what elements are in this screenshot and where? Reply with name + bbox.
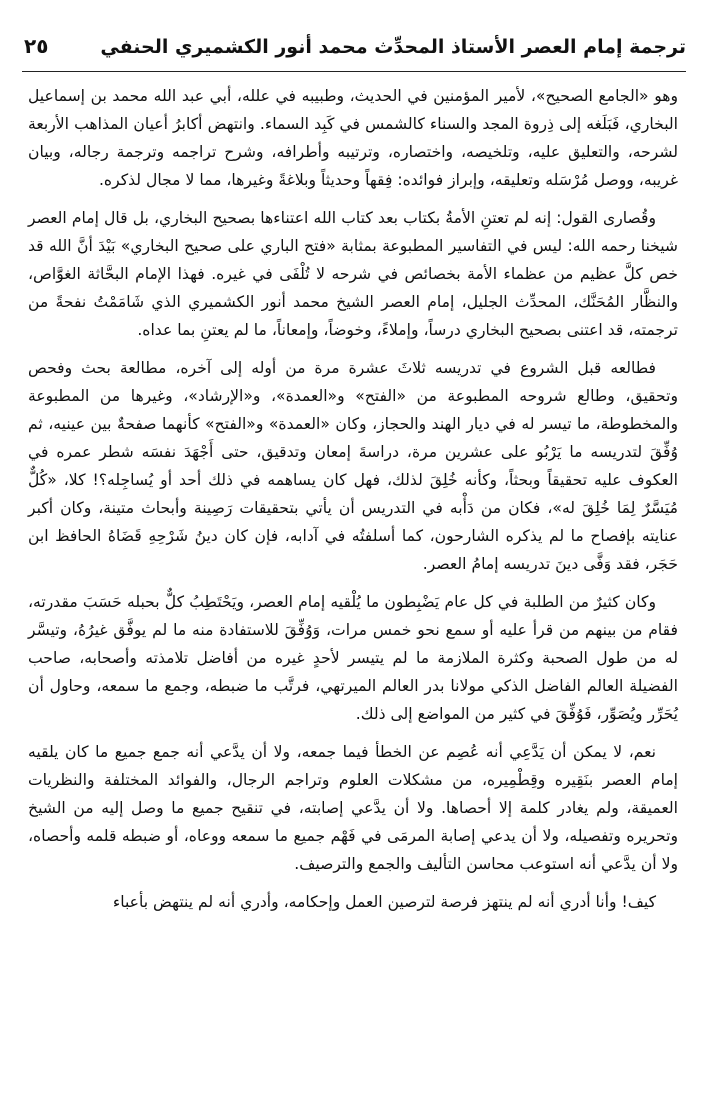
- paragraph: نعم، لا يمكن أن يَدَّعِي أنه عُصِم عن الخطأ فيما جمعه، ولا أن يدَّعي أنه جمع جميع ما كان يلقيه إمام العصر بنَقِيره وقِطْمِيره، من مشكلات العلوم وتراجم الرجال، والفوائد المختلفة والنظريات العميقة، ولم يغادر كلمة إلا أحصاها. ولا أن يدَّعي إصابته، في تنقيح جميع ما وصل إليه من الشيخ وتحريره وتفصيله، ولا أن يدعي إصابة المرمَى في فَهْم جميع ما سمعه ووعاه، أو ضبطه قلمه وأحصاه، ولا أن يدَّعي أنه استوعب محاسن التأليف والجمع والترصيف.: [28, 743, 678, 873]
- paragraph: وهو «الجامع الصحيح»، لأمير المؤمنين في الحديث، وطبيبه في علله، أبي عبد الله محمد بن إسماعيل البخاري، فَبَلَغه إلى ذِروة المجد والسناء كالشمس في كَبِد السماء. وانتهض أكابرُ أعيان المذاهب الأربعة لشرحه، والتعليق عليه، وتلخيصه، واختصاره، وترتيبه وأطرافه، وشرح تراجمه وترجمة رجاله، وبيان غريبه، ووصل مُرْسَله وتعليقه، وإبراز فوائده: فِقهاً وحديثاً وبلاغةً وغيرها، مما لا مجال لذكره.: [28, 87, 678, 189]
- page-number: ٢٥: [24, 34, 49, 58]
- paragraph: كيف! وأنا أدري أنه لم ينتهز فرصة لترصين العمل وإحكامه، وأدري أنه لم ينتهض بأعباء: [112, 893, 656, 911]
- page-header: [20, 30, 686, 66]
- running-title: ترجمة إمام العصر الأستاذ المحدِّث محمد أنور الكشميري الحنفي: [100, 36, 686, 58]
- header-rule: [22, 71, 686, 72]
- body-text: [28, 82, 678, 1080]
- paragraph: وكان كثيرٌ من الطلبة في كل عام يَضْبِطون ما يُلْقيه إمام العصر، ويَحْتَطِبُ كلٌّ بحبله حَسَبَ مقدرته، فقام من بينهم من قرأ عليه أو سمع نحو خمس مرات، وَوُفِّقَ للاستفادة منه ما لم يوفَّق غيرُهُ، وتيسَّر له من طول الصحبة وكثرة الملازمة ما لم يتيسر لأحدٍ غيره من أفاضل تلامذته وأصحابه، صاحب الفضيلة العالم الفاضل الذكي مولانا بدر العالم الميرتهي، فرتَّب ما ضبطه، وجمع ما سمعه، وحاول أن يُحَرِّر ويُصَوِّر، فَوُفِّقَ في كثير من المواضع إلى ذلك.: [28, 593, 678, 723]
- paragraph: وقُصارى القول: إنه لم تعتنِ الأمةُ بكتاب بعد كتاب الله اعتناءها بصحيح البخاري، بل قال إمام العصر شيخنا رحمه الله: ليس في التفاسير المطبوعة بمثابة «فتح الباري على صحيح البخاري» بَيْدَ أنَّ الله قد خص كلَّ عظيم من عظماء الأمة بخصائص في شرحه لا تُلْفَى في غيره. فهذا الإمام البحَّاثة الغوَّاص، والنظَّار المُحَنَّك، المحدِّث الجليل، إمام العصر الشيخ محمد أنور الكشميري الذي شَامَمْتُ نفحةً من ترجمته، قد اعتنى بصحيح البخاري درساً، وإملاءً، وخوضاً، وإمعاناً، ما لم يعتنِ بما عداه.: [28, 209, 678, 339]
- paragraph: فطالعه قبل الشروع في تدريسه ثلاثَ عشرة مرة من أوله إلى آخره، مطالعة بحث وفحص وتحقيق، وطالع شروحه المطبوعة من «الفتح» و«العمدة»، و«الإرشاد»، وغيرها من المطبوعة والمخطوطة، ما تيسر له في ديار الهند والحجاز، وكان «العمدة» و«الفتح» كأنهما صفحةٌ بين عينيه، ثم وُفِّقَ لتدريسه ما يَرْبُو على عشرين مرة، دراسةَ إمعان وتدقيق، حتى أَجْهَدَ نفسَه شطر عمره في العكوف عليه تحقيقاً وبحثاً، وكأنه خُلِقَ لذلك، فهل كان يساهمه في ذلك أحد أو يُساجِله؟! كلا، «كُلٌّ مُيَسَّرٌ لِمَا خُلِقَ له»، فكان من دَأْبه في التدريس أن يأتي بتحقيقات رَصِينة وأبحاث متينة، وكان أكبر عنايته بإفصاح ما لم يذكره الشارحون، كما أسلفتُه في آدابه، فإن كان دينُ شَرْحِهِ قَضَاهُ الحافظ ابن حَجَر، فقد وَفَّى دينَ تدريسه إمامُ العصر.: [28, 359, 678, 573]
